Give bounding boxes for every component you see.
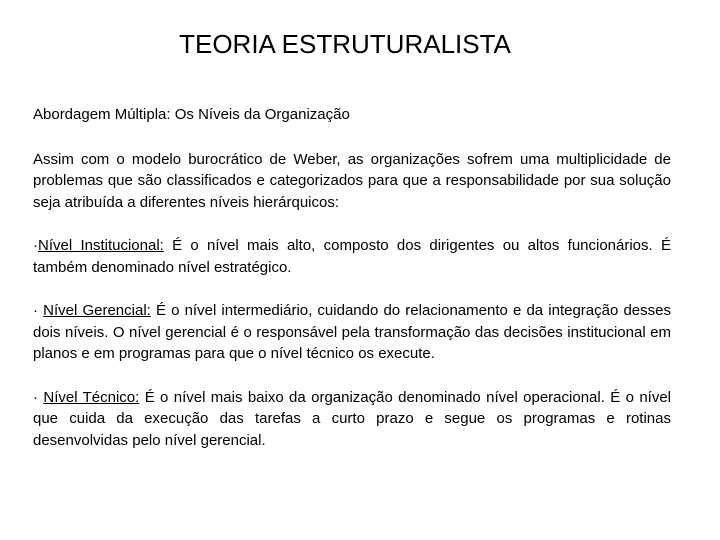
level-term: Nível Institucional: <box>38 237 164 254</box>
bullet-marker: · <box>33 388 44 406</box>
slide-body <box>33 104 671 473</box>
intro-paragraph: Assim com o modelo burocrático de Weber, as organizações sofrem uma multiplicidade de problemas que são classificados e categorizados para que a responsabilidade por sua solução seja atribuída a diferentes níveis hierárquicos: <box>33 150 671 211</box>
level-institutional <box>33 235 671 278</box>
slide-title: TEORIA ESTRUTURALISTA <box>179 29 511 59</box>
bullet-marker: · <box>33 302 44 319</box>
level-technical <box>33 387 671 452</box>
level-managerial <box>33 300 671 365</box>
bullet-marker: · <box>33 237 38 254</box>
level-description: É o nível mais alto, composto dos dirigentes ou altos funcionários. É também denominado nível estratégico. <box>33 237 671 276</box>
level-description: É o nível mais baixo da organização denominado nível operacional. É o nível que cuida da execução das tarefas a curto prazo e segue os programas e rotinas desenvolvidas pelo nível gerencial. <box>33 388 671 449</box>
section-heading: Abordagem Múltipla: Os Níveis da Organização <box>33 106 350 123</box>
level-description: É o nível intermediário, cuidando do relacionamento e da integração desses dois níveis. O nível gerencial é o responsável pela transformação das decisões institucional em planos e em programas para que o nível técnico os execute. <box>33 302 671 362</box>
level-term: Nível Gerencial: <box>43 302 151 319</box>
level-term: Nível Técnico: <box>43 388 140 406</box>
